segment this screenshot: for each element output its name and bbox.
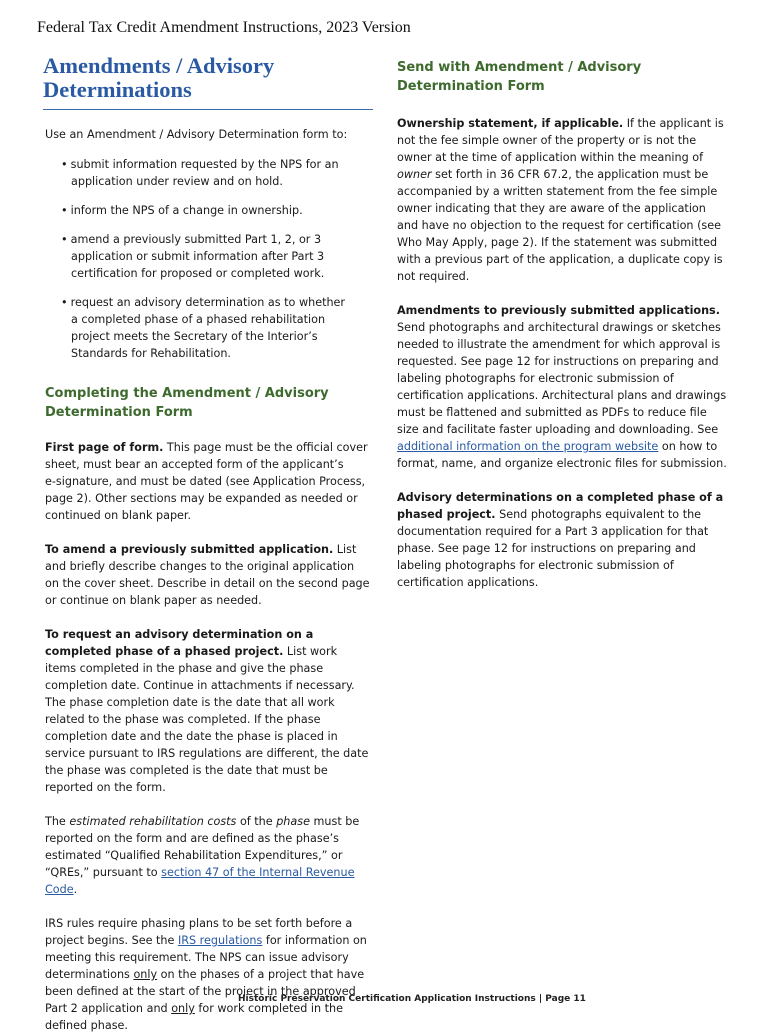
amendments-paragraph — [397, 302, 727, 472]
ownership-text-1: If the applicant is not the fee simple owner of the property or is not the owner at the time of application within the meaning of — [397, 117, 724, 164]
irs-text-2: for information on meeting this requirement. The NPS can issue advisory determinations — [45, 934, 367, 981]
intro-text: Use an Amendment / Advisory Determination form to: — [45, 128, 348, 141]
list-item: • submit information requested by the NPS for an application under review and on hold. — [61, 156, 351, 190]
first-page-lead: First page of form. — [45, 441, 164, 454]
running-header: Federal Tax Credit Amendment Instructions, 2023 Version — [37, 19, 411, 36]
amend-lead: To amend a previously submitted application. — [45, 543, 334, 556]
irs-text-3: on the phases of a project that have been defined at the start of the project in the approved Part 2 application and — [45, 968, 365, 1015]
advisory-request-text: List work items completed in the phase and give the phase completion date. Continue in attachments if necessary. The phase completion date is the date that all work related to the phase was completed. If the phase completion date and the date the phase is placed in service pursuant to IRS regulations are different, the date the phase was completed is the date that must be reported on the form. — [45, 645, 369, 794]
page-footer: Historic Preservation Certification Application Instructions | Page 11 — [238, 994, 586, 1004]
costs-emphasis-2: phase — [276, 815, 310, 828]
irs-regulations-link[interactable]: IRS regulations — [177, 934, 263, 947]
costs-text-2: of the — [236, 815, 277, 828]
irc-section-47-link[interactable]: section 47 of the Internal Revenue Code — [45, 866, 355, 896]
irs-underline-1: only — [133, 968, 158, 981]
first-page-paragraph — [45, 439, 370, 524]
left-column — [45, 54, 370, 1034]
amend-paragraph — [45, 541, 370, 609]
costs-paragraph — [45, 813, 370, 898]
costs-text-3: must be reported on the form and are defined as the phase’s estimated “Qualified Rehabilitation Expenditures,” or “QREs,” pursuant to — [45, 815, 360, 879]
program-website-link[interactable]: additional information on the program website — [397, 440, 659, 453]
advisory-request-paragraph — [45, 626, 370, 796]
costs-text-4: . — [73, 883, 78, 896]
usage-list — [45, 156, 370, 362]
ownership-paragraph — [397, 115, 727, 285]
list-item: • request an advisory determination as to whether a completed phase of a phased rehabilitation project meets the Secretary of the Interior’s Standards for Rehabilitation. — [61, 294, 351, 362]
irs-text-1: IRS rules require phasing plans to be set forth before a project begins. See the — [45, 917, 353, 947]
page-title: Amendments / Advisory Determinations — [43, 54, 373, 110]
irs-text-4: for work completed in the defined phase. — [45, 1002, 344, 1032]
right-column — [397, 58, 727, 591]
list-item: • amend a previously submitted Part 1, 2, or 3 application or submit information after Part 3 certification for proposed or completed work. — [61, 231, 351, 282]
amendments-lead: Amendments to previously submitted applications. — [397, 304, 720, 317]
irs-underline-2: only — [171, 1002, 195, 1015]
advisory-text: Send photographs equivalent to the documentation required for a Part 3 application for that phase. See page 12 for instructions on preparing and labeling photographs for electronic submission of certification applications. — [397, 508, 709, 589]
ownership-emphasis: owner — [397, 168, 432, 181]
costs-text-1: The — [45, 815, 70, 828]
completing-heading: Completing the Amendment / Advisory Determination Form — [45, 386, 329, 420]
advisory-lead: Advisory determinations on a completed phase of a phased project. — [397, 491, 724, 521]
ownership-lead: Ownership statement, if applicable. — [397, 117, 624, 130]
list-item: • inform the NPS of a change in ownership. — [61, 202, 351, 219]
advisory-request-lead: To request an advisory determination on a completed phase of a phased project. — [45, 628, 314, 658]
amend-text: List and briefly describe changes to the original application on the cover sheet. Describe in detail on the second page or continue on blank paper as needed. — [45, 543, 370, 607]
amendments-text-1: Send photographs and architectural drawings or sketches needed to illustrate the amendment for which approval is requested. See page 12 for instructions on preparing and labeling photographs for electronic submission of certification applications. Architectural plans and drawings must be flattened and submitted as PDFs to reduce file size and facilitate faster uploading and downloading. See — [397, 321, 727, 436]
amendments-text-2: on how to format, name, and organize electronic files for submission. — [397, 440, 727, 470]
costs-emphasis-1: estimated rehabilitation costs — [69, 815, 237, 828]
advisory-paragraph — [397, 489, 727, 591]
first-page-text: This page must be the official cover sheet, must bear an accepted form of the applicant’s e‑signature, and must be dated (see Application Process, page 2). Other sections may be expanded as needed or continued on blank paper. — [45, 441, 368, 522]
send-heading: Send with Amendment / Advisory Determination Form — [397, 60, 642, 94]
ownership-text-2: set forth in 36 CFR 67.2, the application must be accompanied by a written statement from the fee simple owner indicating that they are aware of the application and have no objection to the request for certification (see Who May Apply, page 2). If the statement was submitted with a previous part of the application, a duplicate copy is not required. — [397, 168, 723, 283]
irs-paragraph — [45, 915, 370, 1034]
